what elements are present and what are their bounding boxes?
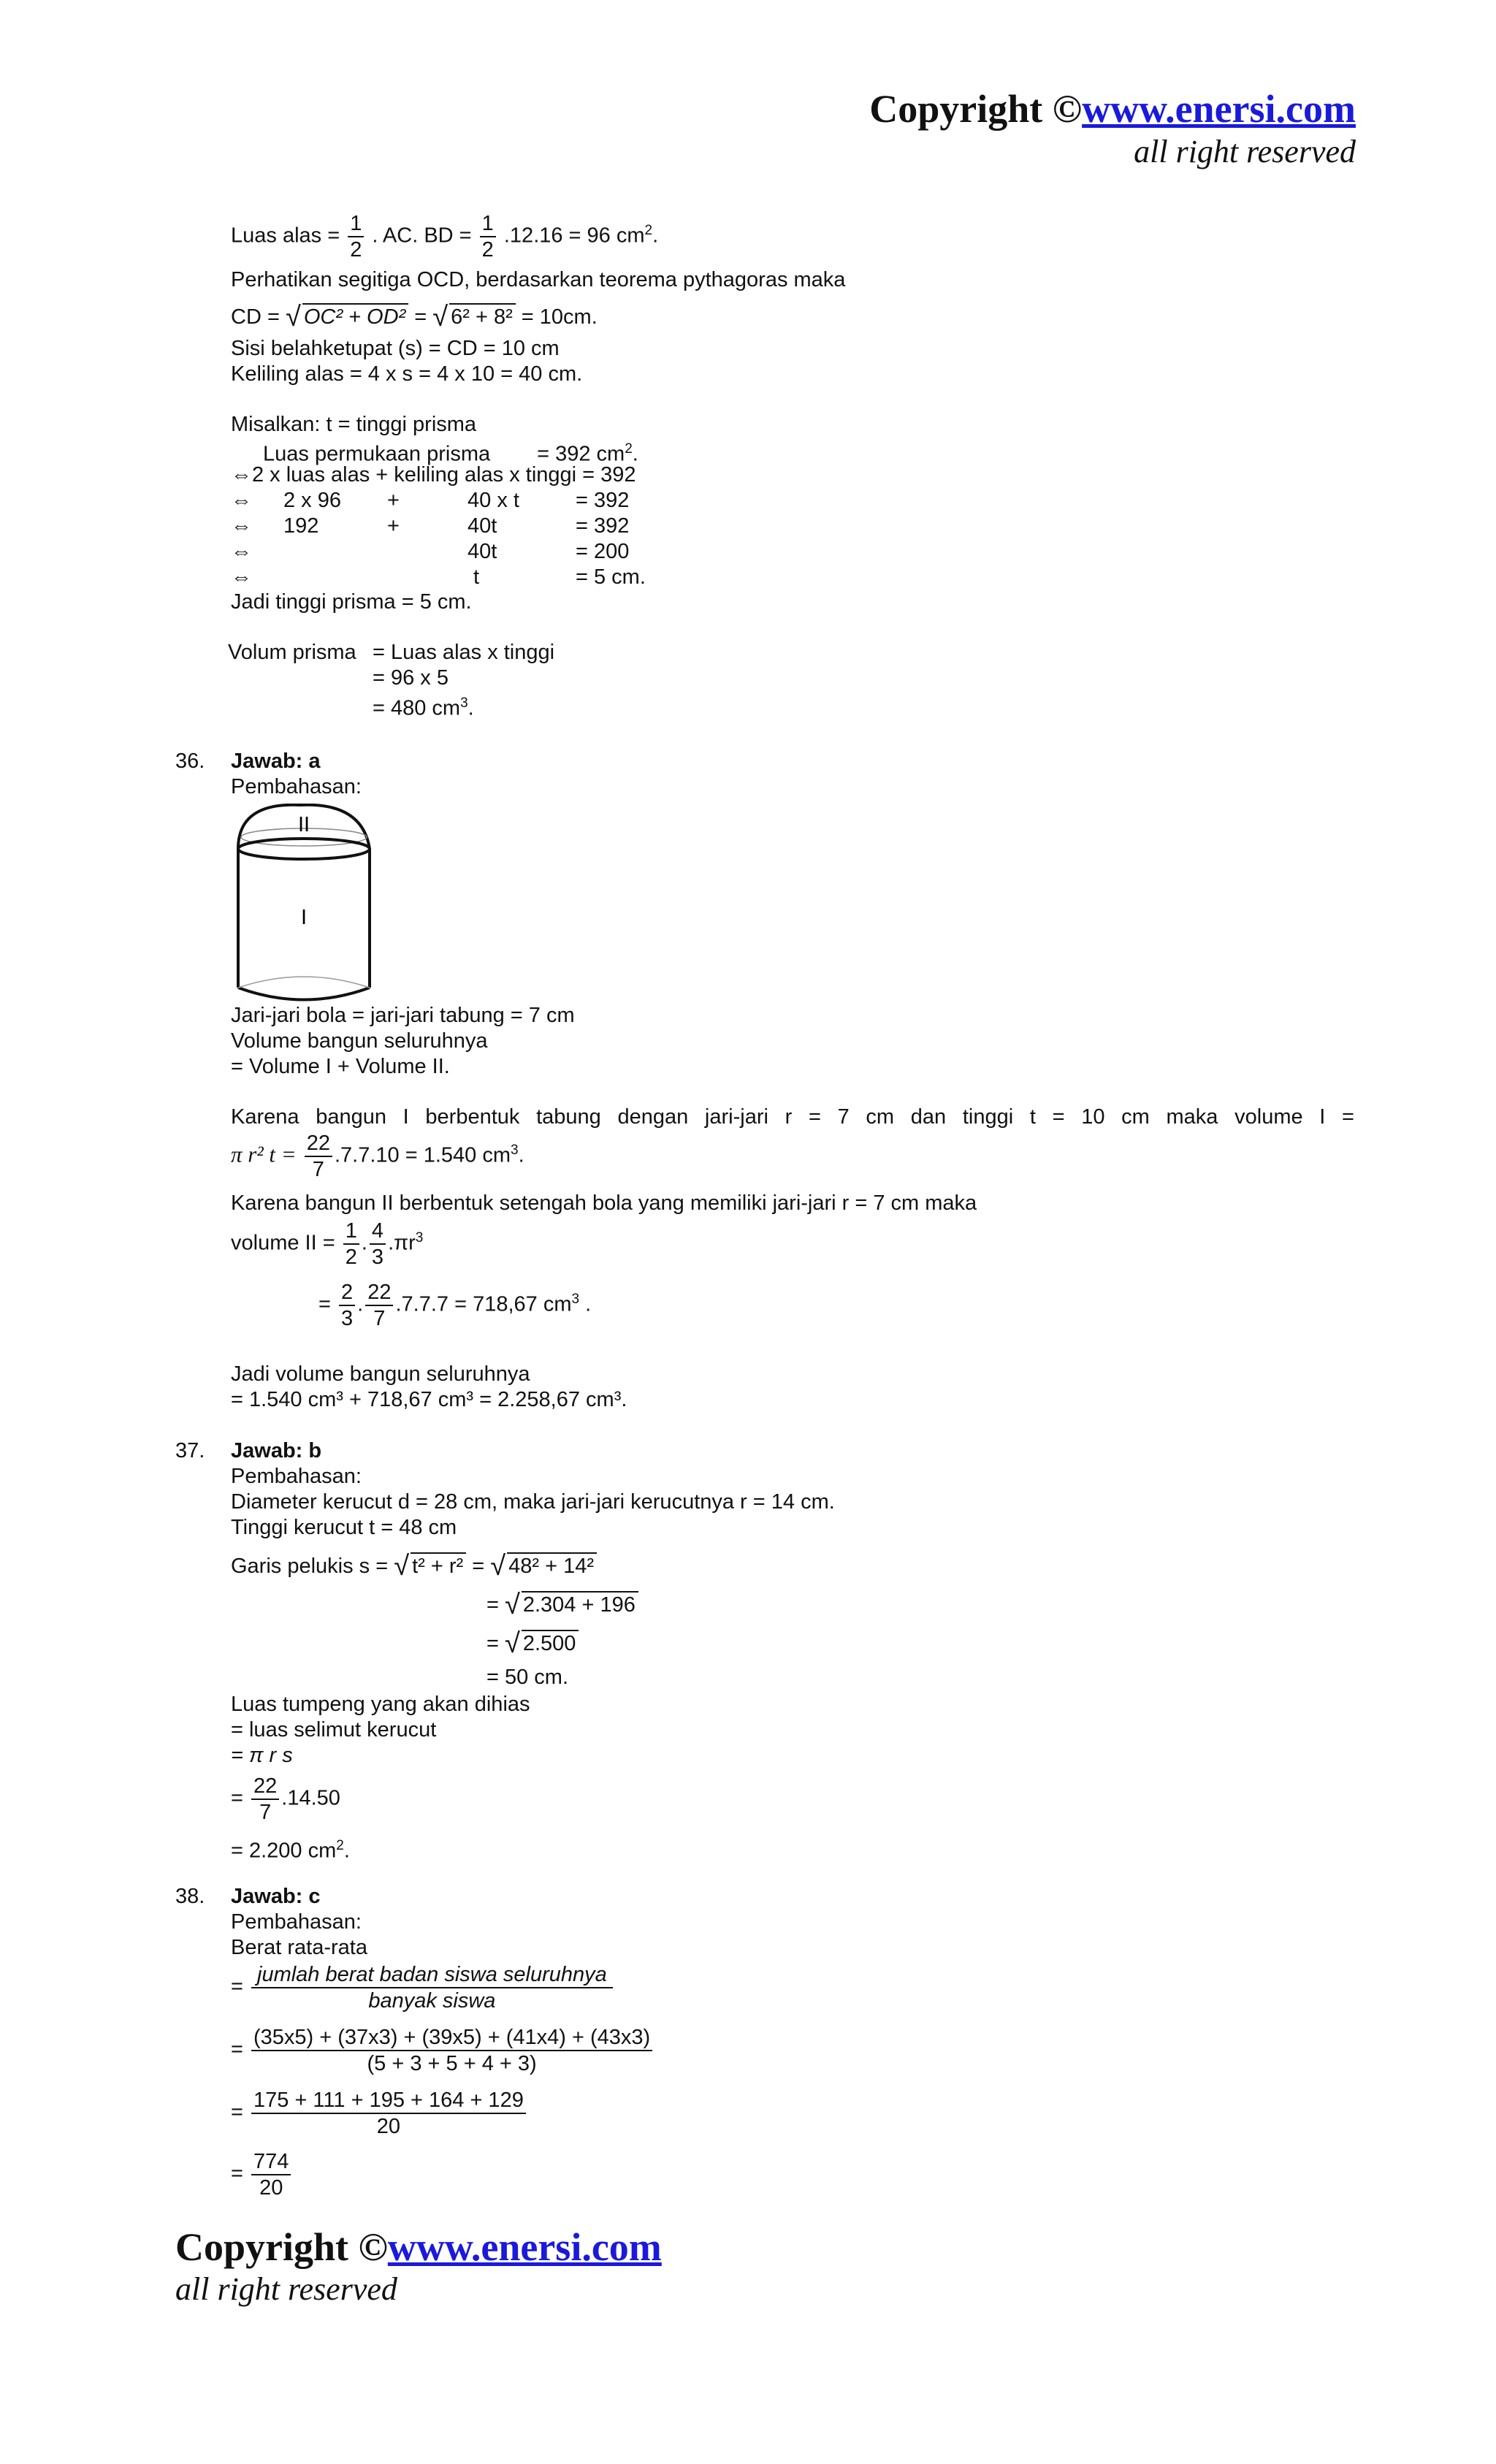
q36-jadi-2: = 1.540 cm³ + 718,67 cm³ = 2.258,67 cm³. [231, 1388, 627, 1411]
step-0: ⇔2 x luas alas + keliling alas x tinggi = 392 [231, 463, 636, 487]
volum-label: Volum prisma [228, 641, 356, 664]
sisi-line: Sisi belahketupat (s) = CD = 10 cm [231, 337, 560, 360]
q37-garis-pelukis: Garis pelukis s = √ t² + r² = √ 48² + 14² [231, 1552, 597, 1579]
q36-line-3: = Volume I + Volume II. [231, 1055, 450, 1078]
radical-6-8: 6² + 8² [449, 303, 516, 329]
header-copyright-text: Copyright © [869, 87, 1083, 131]
answer-label: Jawab: a [231, 750, 321, 773]
q36-volume-ii-result: = $\frac{2}{3}$ . $\frac{22}{7}$ .7.7.7 = 718,67 $cm^3$ . [318, 1281, 592, 1330]
q37-line-5: = π r s [231, 1744, 293, 1767]
fraction-half: $\frac{1}{2}$ [480, 211, 496, 262]
q38-line-1: Berat rata-rata [231, 1936, 367, 1959]
cylinder-hemisphere-figure [231, 804, 377, 1008]
q38-fraction-2: = $\frac{(35x5) + (37x3) + (39x5) + (41x4) + (43x3)}{(5 + 3 + 5 + 4 + 3)}$ [231, 2025, 654, 2076]
q37-line-6: = $\frac{22}{7}$ .14.50 [231, 1774, 340, 1824]
footer-copyright [175, 2224, 662, 2270]
q37-line-2: Tinggi kerucut t = 48 cm [231, 1516, 457, 1539]
fraction-half: $\frac{1}{2}$ [348, 211, 364, 262]
header-copyright [869, 86, 1356, 131]
q38-fraction-1: = $\frac{\text{jumlah berat badan siswa seluruhnya}}{\text{banyak siswa}}$ [231, 1962, 615, 2013]
volum-step-2: = 96 x 5 [373, 666, 449, 690]
footer-copyright-text: Copyright © [175, 2225, 388, 2269]
q37-step-3: = √ 2.500 [486, 1629, 579, 1656]
pembahasan-label: Pembahasan: [231, 1910, 362, 1934]
misalkan-line: Misalkan: t = tinggi prisma [231, 413, 477, 436]
luas-alas-line: Luas alas = $\frac{1}{2}$ . AC. BD = $\frac{1}{2}$ .12.16 = 96 $cm^2$. [231, 212, 659, 262]
q36-volume-ii: volume II = $\frac{1}{2}$ . $\frac{4}{3}$ $.\pi r^3$ [231, 1219, 424, 1269]
label-ii: II [297, 813, 310, 836]
pembahasan-label: Pembahasan: [231, 775, 362, 798]
question-number: 38. [175, 1885, 205, 1908]
cd-line: CD = √ OC² + OD² = √ 6² + 8² = 10cm. [231, 302, 598, 332]
q36-line-2: Volume bangun seluruhnya [231, 1029, 488, 1053]
q37-line-4: = luas selimut kerucut [231, 1718, 437, 1742]
answer-label: Jawab: c [231, 1885, 321, 1908]
volum-step-1: = Luas alas x tinggi [373, 641, 555, 664]
perhatikan-line: Perhatikan segitiga OCD, berdasarkan teorema pythagoras maka [231, 268, 846, 291]
label-i: I [300, 906, 308, 929]
q37-line-7: = 2.200 $cm^2$. [231, 1838, 350, 1863]
q38-fraction-4: = $\frac{774}{20}$ [231, 2149, 293, 2200]
question-number: 37. [175, 1439, 205, 1462]
jadi-tinggi-line: Jadi tinggi prisma = 5 cm. [231, 590, 472, 614]
q37-line-3: Luas tumpeng yang akan dihias [231, 1693, 530, 1716]
radical-oc-od: OC² + OD² [302, 303, 408, 329]
q37-line-1: Diameter kerucut d = 28 cm, maka jari-jari kerucutnya r = 14 cm. [231, 1490, 835, 1514]
q37-step-4: = 50 cm. [486, 1666, 569, 1689]
header-rights: all right reserved [1134, 134, 1356, 169]
footer-copyright-link[interactable]: www.enersi.com [387, 2225, 662, 2269]
pembahasan-label: Pembahasan: [231, 1465, 362, 1488]
footer-rights: all right reserved [175, 2271, 397, 2307]
volum-step-3: = 480 $cm^3$. [373, 695, 474, 720]
q36-volume-i: π r² t = $\frac{22}{7}$ .7.7.10 = 1.540 $cm^3$. [231, 1132, 524, 1181]
q36-karena-1: Karena bangun I berbentuk tabung dengan jari-jari r = 7 cm dan tinggi t = 10 cm maka volume I = [231, 1105, 1354, 1129]
q36-line-1: Jari-jari bola = jari-jari tabung = 7 cm [231, 1004, 575, 1027]
luas-permukaan-line: Luas permukaan prisma = 392 $cm^2$. [263, 441, 638, 466]
q37-step-2: = √ 2.304 + 196 [486, 1590, 638, 1617]
keliling-line: Keliling alas = 4 x s = 4 x 10 = 40 cm. [231, 362, 583, 386]
q36-jadi-1: Jadi volume bangun seluruhnya [231, 1362, 530, 1386]
header-copyright-link[interactable]: www.enersi.com [1082, 87, 1356, 131]
q36-karena-2: Karena bangun II berbentuk setengah bola yang memiliki jari-jari r = 7 cm maka [231, 1191, 977, 1215]
question-number: 36. [175, 750, 205, 773]
answer-label: Jawab: b [231, 1439, 322, 1462]
q38-fraction-3: = $\frac{175 + 111 + 195 + 164 + 129}{20}$ [231, 2088, 528, 2139]
